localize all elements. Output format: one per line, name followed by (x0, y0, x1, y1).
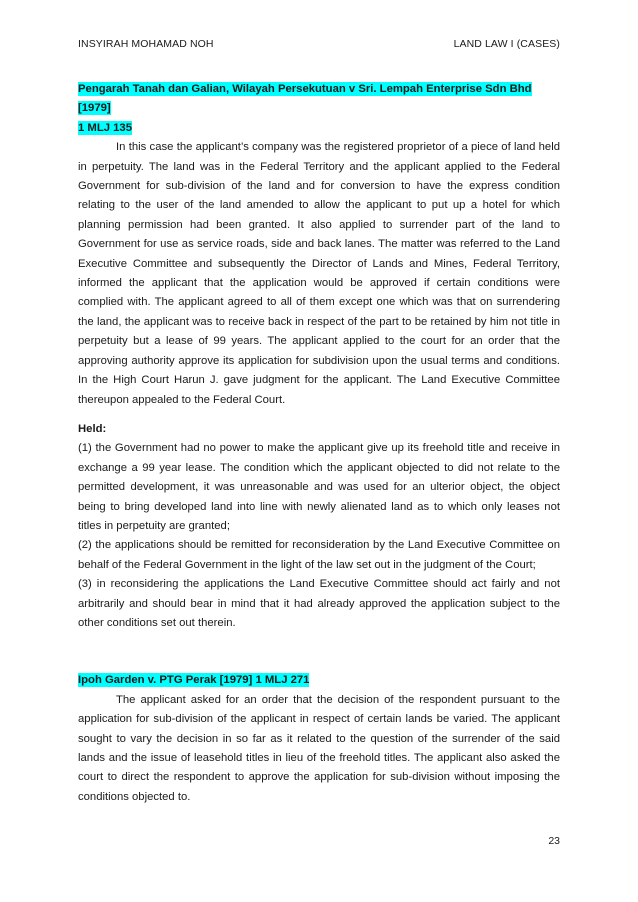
page-content (78, 80, 560, 807)
header-subject: LAND LAW I (CASES) (453, 38, 560, 50)
case1-held-1: (1) the Government had no power to make the applicant give up its freehold title and receive in exchange a 99 year lease. The condition which the applicant objected to did not relate to the permitted development, it was unreasonable and was used for an ulterior object, the object being to bring developed land into line with newly alienated land as to which only leases not titles in perpetuity are granted; (78, 442, 560, 532)
case1-held-label: Held: (78, 422, 107, 435)
case1-title-line1: Pengarah Tanah dan Galian, Wilayah Persekutuan v Sri. Lempah Enterprise Sdn Bhd [1979] (78, 83, 532, 115)
page-number: 23 (548, 835, 560, 847)
case1-held-2: (2) the applications should be remitted for reconsideration by the Land Executive Committee on behalf of the Federal Government in the light of the law set out in the judgment of the Court; (78, 539, 560, 571)
page-header (78, 38, 560, 50)
case2-facts: The applicant asked for an order that the decision of the respondent pursuant to the application for sub-division of the applicant in respect of certain lands be varied. The applicant sought to vary the decision in so far as it related to the question of the surrender of the said lands and the issue of leasehold titles in lieu of the freehold titles. The applicant also asked the court to direct the respondent to approve the application for sub-division without imposing the conditions objected to. (78, 693, 560, 803)
case1-title (78, 80, 560, 138)
case2-title (78, 671, 560, 690)
header-author: INSYIRAH MOHAMAD NOH (78, 38, 214, 50)
case1-title-line2: 1 MLJ 135 (78, 121, 133, 134)
case2-title-text: Ipoh Garden v. PTG Perak [1979] 1 MLJ 271 (78, 674, 310, 687)
case1-facts: In this case the applicant’s company was the registered proprietor of a piece of land held in perpetuity. The land was in the Federal Territory and the applicant applied to the Federal Government for sub-division of the land and for conversion to have the express condition relating to the user of the land amended to allow the applicant to put up a hotel for which planning permission had been granted. It also applied to surrender part of the land to Government for use as service roads, side and back lanes. The matter was referred to the Land Executive Committee and subsequently the Director of Lands and Mines, Federal Territory, informed the applicant that the application would be approved if certain conditions were complied with. The applicant agreed to all of them except one which was that on surrendering the land, the applicant was to receive back in respect of the part to be retained by him not title in perpetuity but a lease of 99 years. The applicant applied to the court for an order that the approving authority approve its application for subdivision upon the usual terms and conditions. In the High Court Harun J. gave judgment for the applicant. The Land Executive Committee thereupon appealed to the Federal Court. (78, 141, 560, 406)
case1-held-3: (3) in reconsidering the applications the Land Executive Committee should act fairly and not arbitrarily and should bear in mind that it had already approved the application subject to the other conditions set out therein. (78, 578, 560, 629)
